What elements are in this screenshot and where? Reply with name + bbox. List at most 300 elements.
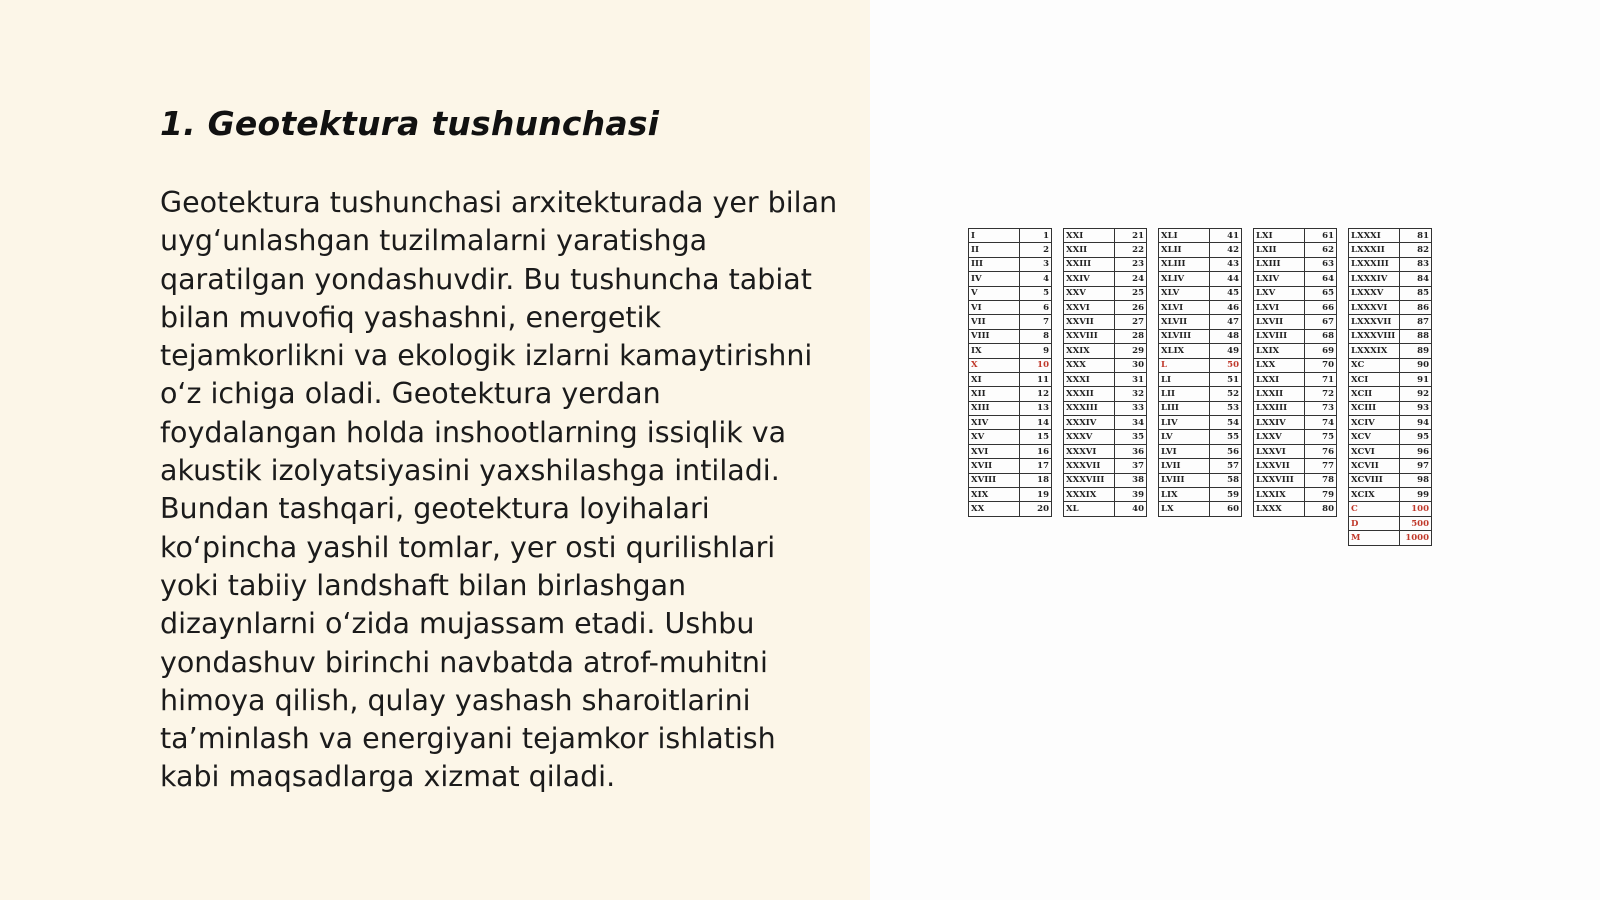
arabic-numeral-cell: 47 [1210,315,1242,329]
arabic-numeral-cell: 48 [1210,329,1242,343]
roman-table-row [1349,502,1432,516]
arabic-numeral-cell: 6 [1020,300,1052,314]
roman-numeral-cell: C [1349,502,1400,516]
roman-table-row [969,358,1052,372]
roman-numeral-cell: LV [1159,430,1210,444]
roman-table-row [1064,358,1147,372]
arabic-numeral-cell: 42 [1210,243,1242,257]
roman-table-row [1254,300,1337,314]
arabic-numeral-cell: 54 [1210,416,1242,430]
arabic-numeral-cell: 72 [1305,387,1337,401]
roman-table-row [1064,257,1147,271]
roman-numeral-cell: LXX [1254,358,1305,372]
roman-table-row [1349,243,1432,257]
roman-table-row [1254,286,1337,300]
roman-table-row [969,387,1052,401]
arabic-numeral-cell: 93 [1400,401,1432,415]
arabic-numeral-cell: 9 [1020,344,1052,358]
roman-table-row [1254,257,1337,271]
arabic-numeral-cell: 66 [1305,300,1337,314]
roman-table-row [1159,372,1242,386]
arabic-numeral-cell: 75 [1305,430,1337,444]
arabic-numeral-cell: 45 [1210,286,1242,300]
roman-numeral-cell: LXXXIX [1349,344,1400,358]
roman-table-row [1159,358,1242,372]
roman-numeral-cell: LX [1159,502,1210,516]
roman-numeral-cell: XXXVII [1064,459,1115,473]
roman-table-row [1254,329,1337,343]
roman-numeral-cell: XCIX [1349,488,1400,502]
roman-numeral-cell: XCIV [1349,416,1400,430]
roman-numeral-cell: I [969,229,1020,243]
arabic-numeral-cell: 29 [1115,344,1147,358]
roman-numeral-cell: XLIII [1159,257,1210,271]
roman-table-row [1159,315,1242,329]
roman-table-row [1159,401,1242,415]
roman-numeral-cell: VI [969,300,1020,314]
arabic-numeral-cell: 83 [1400,257,1432,271]
arabic-numeral-cell: 37 [1115,459,1147,473]
roman-table-row [1159,300,1242,314]
roman-numeral-cell: XLI [1159,229,1210,243]
arabic-numeral-cell: 57 [1210,459,1242,473]
roman-numeral-cell: XV [969,430,1020,444]
roman-numeral-cell: XXIX [1064,344,1115,358]
roman-table-row [1349,387,1432,401]
roman-table-row [1064,344,1147,358]
arabic-numeral-cell: 32 [1115,387,1147,401]
roman-numeral-cell: XCII [1349,387,1400,401]
arabic-numeral-cell: 44 [1210,272,1242,286]
roman-numeral-cell: XCIII [1349,401,1400,415]
roman-numeral-cell: LXXIV [1254,416,1305,430]
roman-table-row [969,488,1052,502]
roman-numeral-cell: XXXIX [1064,488,1115,502]
arabic-numeral-cell: 36 [1115,444,1147,458]
roman-table-row [969,272,1052,286]
arabic-numeral-cell: 1000 [1400,531,1432,545]
roman-numeral-cell: XXXII [1064,387,1115,401]
roman-numeral-cell: XX [969,502,1020,516]
roman-numeral-cell: XLIX [1159,344,1210,358]
roman-numeral-cell: LVI [1159,444,1210,458]
roman-numeral-cell: LXIV [1254,272,1305,286]
roman-table-row [1349,473,1432,487]
arabic-numeral-cell: 84 [1400,272,1432,286]
arabic-numeral-cell: 25 [1115,286,1147,300]
roman-numeral-cell: LXIX [1254,344,1305,358]
arabic-numeral-cell: 21 [1115,229,1147,243]
roman-numeral-cell: XXIV [1064,272,1115,286]
arabic-numeral-cell: 82 [1400,243,1432,257]
roman-table-row [969,286,1052,300]
roman-table-row [1349,430,1432,444]
arabic-numeral-cell: 41 [1210,229,1242,243]
roman-numeral-cell: LXXIX [1254,488,1305,502]
arabic-numeral-cell: 62 [1305,243,1337,257]
arabic-numeral-cell: 16 [1020,444,1052,458]
roman-table-row [1349,300,1432,314]
roman-numeral-cell: II [969,243,1020,257]
roman-numeral-cell: LXXVIII [1254,473,1305,487]
arabic-numeral-cell: 35 [1115,430,1147,444]
roman-numeral-cell: XXXI [1064,372,1115,386]
roman-table-row [1064,416,1147,430]
arabic-numeral-cell: 27 [1115,315,1147,329]
roman-numeral-cell: XCVII [1349,459,1400,473]
roman-table-row [1064,430,1147,444]
arabic-numeral-cell: 22 [1115,243,1147,257]
roman-table-row [1064,459,1147,473]
roman-table-row [1254,444,1337,458]
roman-numeral-cell: XII [969,387,1020,401]
roman-numeral-cell: D [1349,516,1400,530]
roman-table-row [1254,430,1337,444]
arabic-numeral-cell: 95 [1400,430,1432,444]
roman-numeral-cell: XVII [969,459,1020,473]
arabic-numeral-cell: 67 [1305,315,1337,329]
roman-table-row [1064,315,1147,329]
roman-table-row [1254,502,1337,516]
roman-table-row [1159,502,1242,516]
roman-numeral-cell: LXXXVI [1349,300,1400,314]
roman-numeral-cell: M [1349,531,1400,545]
roman-table-row [969,430,1052,444]
arabic-numeral-cell: 65 [1305,286,1337,300]
roman-table-row [969,229,1052,243]
roman-table-row [1254,488,1337,502]
roman-table-row [1159,286,1242,300]
roman-numeral-cell: LXXI [1254,372,1305,386]
roman-table-row [1064,473,1147,487]
roman-table-row [969,473,1052,487]
roman-numeral-cell: XCV [1349,430,1400,444]
roman-table-row [1349,459,1432,473]
roman-numeral-cell: XXXIV [1064,416,1115,430]
roman-numeral-cell: XCI [1349,372,1400,386]
roman-numeral-cell: XXX [1064,358,1115,372]
arabic-numeral-cell: 94 [1400,416,1432,430]
roman-table-row [1349,416,1432,430]
arabic-numeral-cell: 52 [1210,387,1242,401]
arabic-numeral-cell: 63 [1305,257,1337,271]
roman-table-row [969,459,1052,473]
arabic-numeral-cell: 55 [1210,430,1242,444]
roman-numeral-cell: LXXXV [1349,286,1400,300]
roman-table-row [1064,502,1147,516]
roman-numeral-table-image [968,228,1434,548]
roman-numeral-cell: LXVII [1254,315,1305,329]
arabic-numeral-cell: 79 [1305,488,1337,502]
roman-numeral-cell: VIII [969,329,1020,343]
roman-table-row [1254,401,1337,415]
roman-table-row [969,416,1052,430]
roman-table-row [1254,315,1337,329]
roman-table-row [1159,243,1242,257]
roman-numeral-cell: LIV [1159,416,1210,430]
roman-table-row [1064,488,1147,502]
arabic-numeral-cell: 40 [1115,502,1147,516]
arabic-numeral-cell: 14 [1020,416,1052,430]
slide-body-text: Geotektura tushunchasi arxitekturada yer bilan uyg‘unlashgan tuzilmalarni yaratishga qaratilgan yondashuvdir. Bu tushuncha tabiat bilan muvofiq yashashni, energetik tejamkorlikni va ekologik izlarni kamaytirishni o‘z ichiga oladi. Geotektura yerdan foydalangan holda inshootlarning issiqlik va akustik izolyatsiyasini yaxshilashga intiladi. Bundan tashqari, geotektura loyihalari ko‘pincha yashil tomlar, yer osti qurilishlari yoki tabiiy landshaft bilan birlashgan dizaynlarni o‘zida mujassam etadi. Ushbu yondashuv birinchi navbatda atrof-muhitni himoya qilish, qulay yashash sharoitlarini ta’minlash va energiyani tejamkor ishlatish kabi maqsadlarga xizmat qiladi. [160,186,838,794]
roman-numeral-cell: XVIII [969,473,1020,487]
roman-table-row [1159,488,1242,502]
roman-table-row [1349,272,1432,286]
roman-numeral-cell: LXVIII [1254,329,1305,343]
arabic-numeral-cell: 39 [1115,488,1147,502]
arabic-numeral-cell: 100 [1400,502,1432,516]
roman-table-row [969,315,1052,329]
roman-numeral-cell: LXXXIV [1349,272,1400,286]
roman-table-row [1254,387,1337,401]
roman-numeral-cell: LXXVII [1254,459,1305,473]
arabic-numeral-cell: 99 [1400,488,1432,502]
roman-numeral-cell: XC [1349,358,1400,372]
arabic-numeral-cell: 86 [1400,300,1432,314]
arabic-numeral-cell: 38 [1115,473,1147,487]
arabic-numeral-cell: 56 [1210,444,1242,458]
roman-table-row [1349,488,1432,502]
arabic-numeral-cell: 92 [1400,387,1432,401]
roman-numeral-cell: LXXXVII [1349,315,1400,329]
roman-table-row [1349,329,1432,343]
arabic-numeral-cell: 30 [1115,358,1147,372]
roman-table-row [1254,416,1337,430]
roman-numeral-cell: XXIII [1064,257,1115,271]
roman-table-row [1064,401,1147,415]
roman-table-row [1159,272,1242,286]
roman-numeral-cell: LXXX [1254,502,1305,516]
arabic-numeral-cell: 96 [1400,444,1432,458]
roman-table-row [1254,272,1337,286]
roman-numeral-cell: LXV [1254,286,1305,300]
roman-numeral-cell: LIX [1159,488,1210,502]
roman-numeral-cell: L [1159,358,1210,372]
roman-numeral-cell: LXXXI [1349,229,1400,243]
arabic-numeral-cell: 46 [1210,300,1242,314]
arabic-numeral-cell: 81 [1400,229,1432,243]
roman-numeral-cell: LI [1159,372,1210,386]
roman-numeral-cell: XCVIII [1349,473,1400,487]
roman-table-row [1254,243,1337,257]
roman-numeral-cell: XXVII [1064,315,1115,329]
roman-numeral-cell: XXXVI [1064,444,1115,458]
arabic-numeral-cell: 51 [1210,372,1242,386]
roman-table-row [1349,286,1432,300]
arabic-numeral-cell: 69 [1305,344,1337,358]
roman-numeral-cell: LXXIII [1254,401,1305,415]
roman-table-row [1064,387,1147,401]
roman-table-row [1349,344,1432,358]
arabic-numeral-cell: 28 [1115,329,1147,343]
arabic-numeral-cell: 43 [1210,257,1242,271]
roman-table-row [1159,229,1242,243]
arabic-numeral-cell: 90 [1400,358,1432,372]
arabic-numeral-cell: 49 [1210,344,1242,358]
roman-numeral-cell: XI [969,372,1020,386]
roman-numeral-cell: XLV [1159,286,1210,300]
arabic-numeral-cell: 13 [1020,401,1052,415]
arabic-numeral-cell: 24 [1115,272,1147,286]
roman-numeral-cell: LIII [1159,401,1210,415]
arabic-numeral-cell: 89 [1400,344,1432,358]
roman-numeral-cell: XXXIII [1064,401,1115,415]
arabic-numeral-cell: 50 [1210,358,1242,372]
roman-numeral-cell: LVII [1159,459,1210,473]
roman-numeral-cell: XLIV [1159,272,1210,286]
arabic-numeral-cell: 20 [1020,502,1052,516]
arabic-numeral-cell: 18 [1020,473,1052,487]
arabic-numeral-cell: 97 [1400,459,1432,473]
arabic-numeral-cell: 10 [1020,358,1052,372]
arabic-numeral-cell: 78 [1305,473,1337,487]
arabic-numeral-cell: 11 [1020,372,1052,386]
roman-table-row [1349,257,1432,271]
roman-numeral-cell: LXXVI [1254,444,1305,458]
roman-table-row [969,329,1052,343]
arabic-numeral-cell: 31 [1115,372,1147,386]
arabic-numeral-cell: 33 [1115,401,1147,415]
roman-table-row [1064,444,1147,458]
arabic-numeral-cell: 12 [1020,387,1052,401]
roman-table-row [1254,459,1337,473]
roman-table-row [1159,430,1242,444]
roman-numeral-cell: XXVIII [1064,329,1115,343]
arabic-numeral-cell: 7 [1020,315,1052,329]
arabic-numeral-cell: 2 [1020,243,1052,257]
arabic-numeral-cell: 68 [1305,329,1337,343]
arabic-numeral-cell: 15 [1020,430,1052,444]
arabic-numeral-cell: 70 [1305,358,1337,372]
roman-table-row [969,300,1052,314]
roman-table-row [1159,444,1242,458]
roman-table-column-5 [1348,228,1432,546]
arabic-numeral-cell: 98 [1400,473,1432,487]
arabic-numeral-cell: 87 [1400,315,1432,329]
arabic-numeral-cell: 74 [1305,416,1337,430]
roman-table-row [1064,300,1147,314]
roman-table-row [1254,372,1337,386]
roman-table-row [1159,459,1242,473]
roman-numeral-cell: XCVI [1349,444,1400,458]
arabic-numeral-cell: 64 [1305,272,1337,286]
roman-numeral-cell: XLII [1159,243,1210,257]
arabic-numeral-cell: 59 [1210,488,1242,502]
arabic-numeral-cell: 5 [1020,286,1052,300]
arabic-numeral-cell: 61 [1305,229,1337,243]
roman-table-row [1064,272,1147,286]
arabic-numeral-cell: 53 [1210,401,1242,415]
arabic-numeral-cell: 77 [1305,459,1337,473]
arabic-numeral-cell: 60 [1210,502,1242,516]
roman-table-row [1349,229,1432,243]
roman-table-row [1064,229,1147,243]
roman-table-column-1 [968,228,1052,517]
roman-numeral-cell: XIV [969,416,1020,430]
roman-numeral-cell: III [969,257,1020,271]
arabic-numeral-cell: 71 [1305,372,1337,386]
arabic-numeral-cell: 91 [1400,372,1432,386]
arabic-numeral-cell: 23 [1115,257,1147,271]
roman-table-row [1254,473,1337,487]
roman-table-row [969,502,1052,516]
arabic-numeral-cell: 1 [1020,229,1052,243]
roman-numeral-cell: XIII [969,401,1020,415]
arabic-numeral-cell: 500 [1400,516,1432,530]
roman-table-column-4 [1253,228,1337,517]
roman-table-row [1349,401,1432,415]
roman-numeral-cell: LXVI [1254,300,1305,314]
roman-numeral-cell: LXII [1254,243,1305,257]
roman-numeral-cell: LVIII [1159,473,1210,487]
roman-table-row [1064,243,1147,257]
arabic-numeral-cell: 88 [1400,329,1432,343]
roman-numeral-cell: XXXV [1064,430,1115,444]
roman-numeral-cell: LXXXIII [1349,257,1400,271]
roman-table-row [1159,257,1242,271]
arabic-numeral-cell: 73 [1305,401,1337,415]
roman-numeral-cell: XVI [969,444,1020,458]
roman-numeral-cell: XXV [1064,286,1115,300]
roman-table-row [969,344,1052,358]
roman-table-row [969,257,1052,271]
arabic-numeral-cell: 34 [1115,416,1147,430]
arabic-numeral-cell: 19 [1020,488,1052,502]
roman-numeral-cell: VII [969,315,1020,329]
arabic-numeral-cell: 26 [1115,300,1147,314]
roman-numeral-cell: IV [969,272,1020,286]
roman-table-row [1159,473,1242,487]
roman-table-row [969,243,1052,257]
roman-numeral-cell: X [969,358,1020,372]
roman-table-row [969,444,1052,458]
roman-numeral-cell: XXII [1064,243,1115,257]
arabic-numeral-cell: 80 [1305,502,1337,516]
roman-table-row [969,372,1052,386]
roman-numeral-cell: XIX [969,488,1020,502]
roman-numeral-cell: IX [969,344,1020,358]
roman-numeral-cell: LXXXII [1349,243,1400,257]
roman-numeral-cell: LXIII [1254,257,1305,271]
roman-table-row [969,401,1052,415]
arabic-numeral-cell: 85 [1400,286,1432,300]
arabic-numeral-cell: 76 [1305,444,1337,458]
roman-table-row [1349,358,1432,372]
roman-numeral-cell: LII [1159,387,1210,401]
roman-numeral-cell: LXXV [1254,430,1305,444]
roman-table-row [1254,229,1337,243]
roman-table-row [1349,444,1432,458]
roman-table-row [1064,286,1147,300]
roman-table-row [1064,329,1147,343]
roman-numeral-cell: V [969,286,1020,300]
roman-numeral-cell: LXI [1254,229,1305,243]
roman-table-row [1254,344,1337,358]
roman-table-row [1159,344,1242,358]
arabic-numeral-cell: 58 [1210,473,1242,487]
roman-table-row [1064,372,1147,386]
arabic-numeral-cell: 8 [1020,329,1052,343]
roman-numeral-cell: XXVI [1064,300,1115,314]
roman-table-column-2 [1063,228,1147,517]
roman-table-row [1349,531,1432,545]
roman-numeral-cell: LXXXVIII [1349,329,1400,343]
roman-table-row [1159,387,1242,401]
roman-numeral-cell: XLVIII [1159,329,1210,343]
roman-numeral-cell: XXXVIII [1064,473,1115,487]
roman-table-row [1349,315,1432,329]
roman-numeral-cell: XLVI [1159,300,1210,314]
